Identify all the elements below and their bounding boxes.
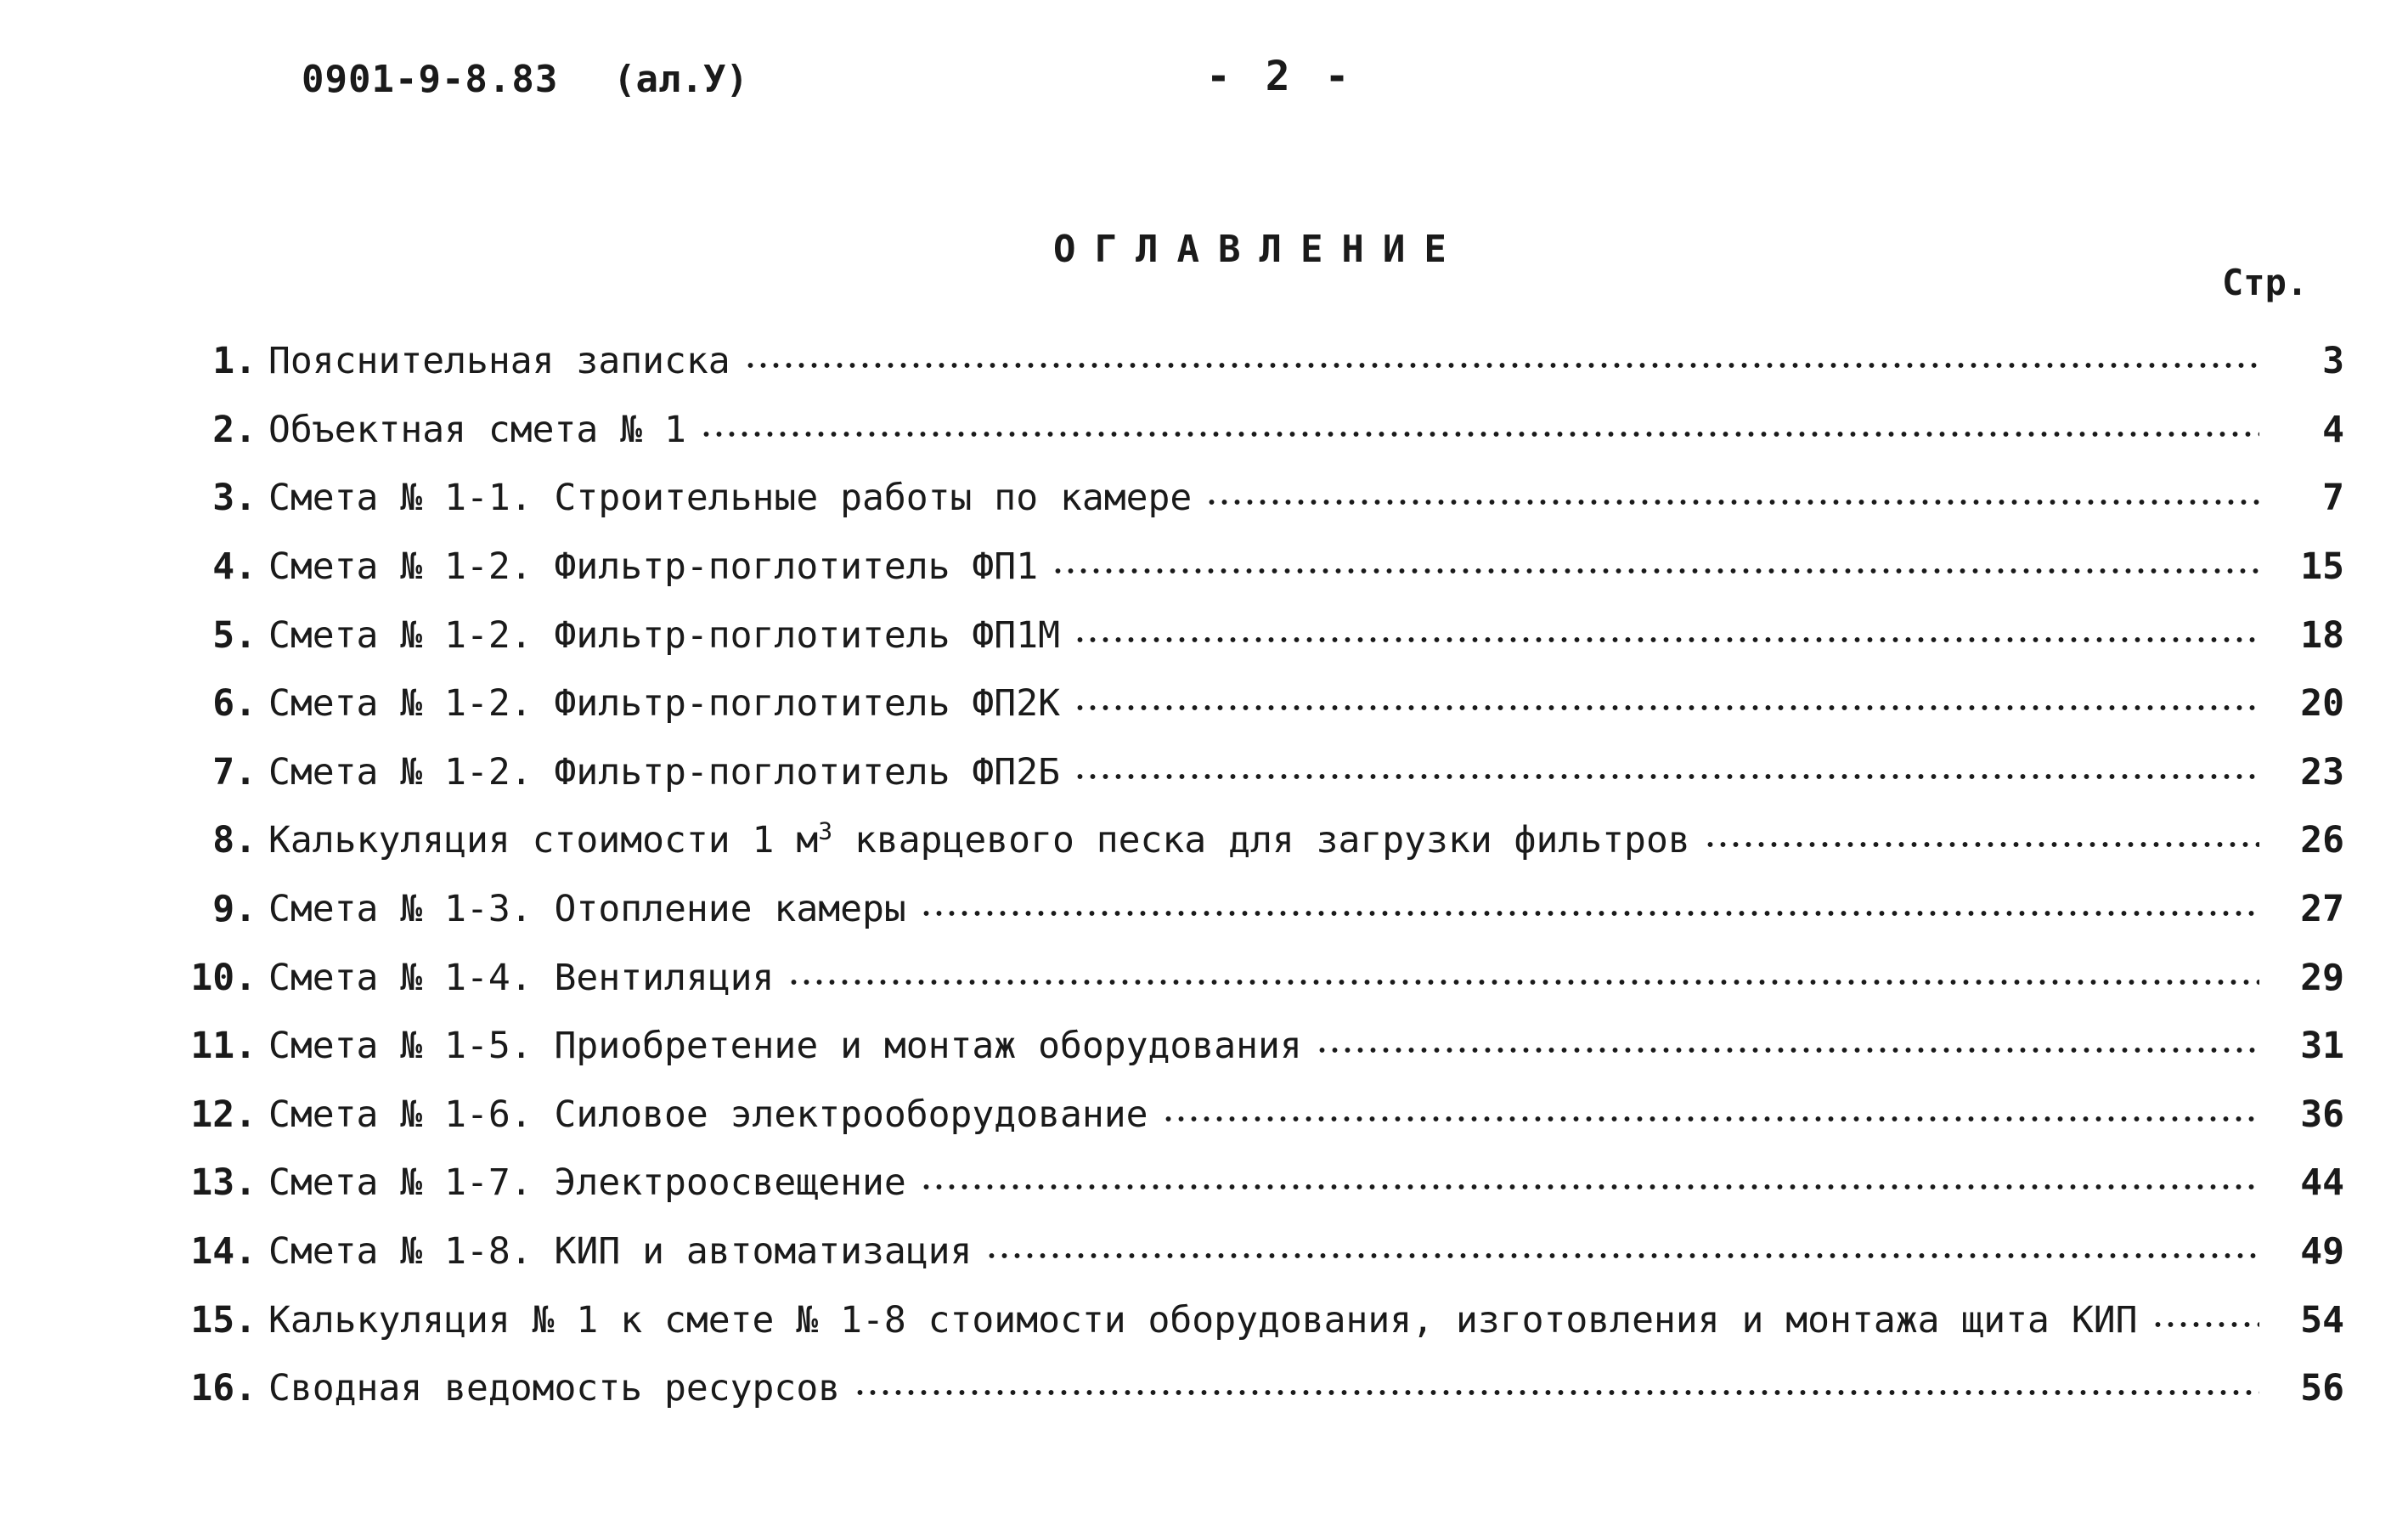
- dot-leader: [1052, 568, 2259, 574]
- toc-entry-page: 18: [2300, 613, 2344, 657]
- dot-leader: [1704, 841, 2259, 848]
- toc-entry-title: Смета № 1-8. КИП и автоматизация: [268, 1230, 973, 1274]
- page-number: - 2 -: [1206, 53, 1355, 100]
- document-code: 0901-9-8.83: [302, 58, 559, 101]
- toc-entry-number: 1.: [212, 340, 257, 383]
- toc-entry: [170, 875, 2344, 944]
- toc-entry-title: Калькуляция № 1 к смете № 1-8 стоимости оборудования, изготовления и монтажа щита КИП: [268, 1298, 2138, 1342]
- dot-leader: [854, 1389, 2259, 1396]
- toc-entry: [170, 464, 2344, 533]
- toc-entry-title: Смета № 1-7. Электроосвещение: [268, 1161, 906, 1205]
- toc-entry-number: 6.: [212, 682, 257, 726]
- toc-entry-body: [268, 340, 2259, 382]
- toc-entry-body: [268, 1093, 2259, 1136]
- toc-entry-number: 15.: [190, 1298, 257, 1342]
- toc-entry-body: [268, 1161, 2259, 1204]
- toc-entry-title: [268, 819, 1704, 862]
- superscript-cubic: 3: [818, 819, 833, 846]
- toc-entry-title: Пояснительная записка: [268, 340, 730, 383]
- toc-entry-body: [268, 1299, 2259, 1342]
- dot-leader: [920, 1184, 2259, 1190]
- toc-entry-page: 31: [2300, 1025, 2344, 1068]
- toc-entry-page: 49: [2300, 1230, 2344, 1274]
- toc-entry: [170, 396, 2344, 465]
- toc-entry-page: 54: [2300, 1298, 2344, 1342]
- toc-entry-number: 3.: [212, 477, 257, 520]
- toc-entry-title-part: кварцевого песка для загрузки фильтров: [832, 819, 1690, 862]
- toc-entry-number: 9.: [212, 888, 257, 931]
- toc-entry: [170, 738, 2344, 807]
- toc-entry-number: 14.: [190, 1230, 257, 1274]
- toc-entry-body: [268, 1367, 2259, 1409]
- dot-leader: [700, 431, 2259, 438]
- toc-entry-page: 44: [2300, 1161, 2344, 1205]
- toc-entry-body: [268, 819, 2259, 862]
- toc-entry-title: Смета № 1-5. Приобретение и монтаж оборудования: [268, 1025, 1302, 1068]
- dot-leader: [1074, 704, 2259, 711]
- page-column-label: Стр.: [2222, 262, 2309, 303]
- toc-entry-page: 26: [2300, 819, 2344, 862]
- toc-entry-number: 4.: [212, 545, 257, 589]
- toc-entry: [170, 1012, 2344, 1081]
- toc-entry-page: 4: [2322, 408, 2344, 451]
- toc-entry-title: Смета № 1-1. Строительные работы по камере: [268, 477, 1193, 520]
- toc-entry-body: [268, 545, 2259, 588]
- dot-leader: [1074, 636, 2259, 643]
- toc-entry-number: 12.: [190, 1093, 257, 1136]
- toc-entry: [170, 327, 2344, 396]
- toc-entry-title: Объектная смета № 1: [268, 408, 686, 451]
- toc-entry: [170, 1285, 2344, 1354]
- toc-entry-body: [268, 957, 2259, 999]
- toc-entry-title: Смета № 1-4. Вентиляция: [268, 956, 775, 999]
- toc-entry: [170, 1354, 2344, 1423]
- toc-entry-page: 3: [2322, 340, 2344, 383]
- toc-entry-body: [268, 409, 2259, 451]
- dot-leader: [920, 910, 2259, 917]
- toc-entry-number: 7.: [212, 750, 257, 794]
- toc-entry-number: 11.: [190, 1025, 257, 1068]
- toc-entry-body: [268, 682, 2259, 725]
- toc-entry-number: 8.: [212, 819, 257, 862]
- toc-entry-title-part: Калькуляция стоимости 1 м: [268, 819, 819, 862]
- toc-entry-title: Смета № 1-2. Фильтр-поглотитель ФП1М: [268, 613, 1060, 657]
- toc-entry-title: Смета № 1-2. Фильтр-поглотитель ФП1: [268, 545, 1039, 589]
- toc-entry: [170, 669, 2344, 738]
- dot-leader: [744, 362, 2259, 369]
- toc-entry-body: [268, 1025, 2259, 1067]
- toc-entry: [170, 601, 2344, 669]
- toc-entry-page: 20: [2300, 682, 2344, 726]
- toc-entry-number: 16.: [190, 1367, 257, 1410]
- toc-entry-body: [268, 477, 2259, 519]
- toc-entry-page: 23: [2300, 750, 2344, 794]
- toc-entry-page: 7: [2322, 477, 2344, 520]
- dot-leader: [985, 1252, 2259, 1259]
- toc-title: ОГЛАВЛЕНИЕ: [1053, 228, 1465, 271]
- toc-entry-title: Смета № 1-2. Фильтр-поглотитель ФП2Б: [268, 750, 1060, 794]
- toc-entry-number: 13.: [190, 1161, 257, 1205]
- toc-entry-number: 10.: [190, 956, 257, 999]
- toc-entry-title: Смета № 1-6. Силовое электрооборудование: [268, 1093, 1148, 1136]
- toc-entry: [170, 943, 2344, 1012]
- toc-entry-page: 36: [2300, 1093, 2344, 1136]
- document-album-suffix: (ал.У): [613, 58, 748, 101]
- toc-entry-number: 5.: [212, 613, 257, 657]
- dot-leader: [1316, 1047, 2259, 1054]
- toc-entry-page: 27: [2300, 888, 2344, 931]
- toc-entry: [170, 806, 2344, 875]
- toc-entry-page: 29: [2300, 956, 2344, 999]
- toc-entry-title: Смета № 1-2. Фильтр-поглотитель ФП2К: [268, 682, 1060, 726]
- toc-entry-body: [268, 1230, 2259, 1273]
- dot-leader: [2151, 1321, 2260, 1328]
- dot-leader: [1074, 773, 2259, 780]
- toc-entry-body: [268, 888, 2259, 930]
- toc-entry-page: 56: [2300, 1367, 2344, 1410]
- toc-entry-number: 2.: [212, 408, 257, 451]
- dot-leader: [1205, 499, 2259, 506]
- toc-entry-title: Сводная ведомость ресурсов: [268, 1367, 841, 1410]
- toc-entry: [170, 533, 2344, 602]
- toc-entry: [170, 1149, 2344, 1217]
- table-of-contents: [170, 327, 2344, 1423]
- toc-entry: [170, 1217, 2344, 1286]
- toc-entry-title: Смета № 1-3. Отопление камеры: [268, 888, 906, 931]
- toc-entry-body: [268, 751, 2259, 794]
- toc-entry-body: [268, 614, 2259, 657]
- toc-entry-page: 15: [2300, 545, 2344, 589]
- dot-leader: [787, 979, 2259, 986]
- dot-leader: [1162, 1116, 2259, 1122]
- toc-entry: [170, 1081, 2344, 1150]
